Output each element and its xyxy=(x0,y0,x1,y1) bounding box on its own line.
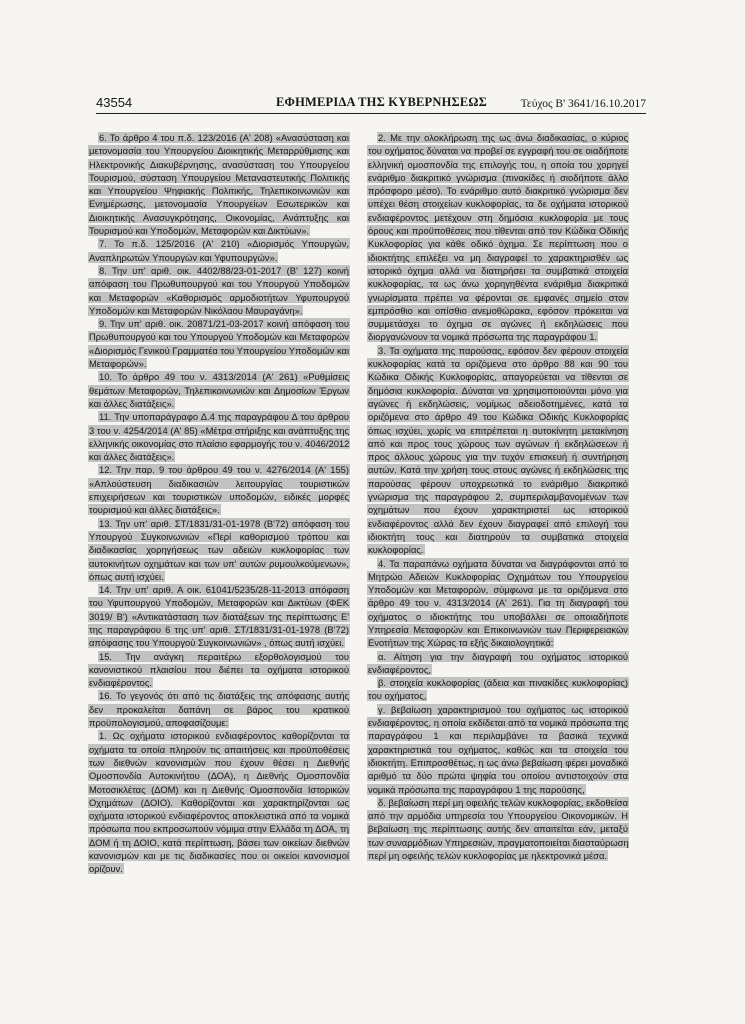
paragraph xyxy=(367,796,629,862)
paragraph xyxy=(88,317,350,370)
paragraph-text: 3. Τα οχήματα της παρούσας, εφόσον δεν φέρουν στοιχεία κυκλοφορίας κατά τα οριζόμενα στο άρθρο 88 και 90 του Κώδικα Οδικής Κυκλοφορίας, απαγορεύεται να τίθενται σε δημόσια κυκλοφορία. Δύναται να χρησιμοποιούνται μόνο για αγώνες ή εκδηλώσεις, νομίμως αδειοδοτημένες, κατά τα οριζόμενα στο άρθρο 49 του Κώδικα Οδικής Κυκλοφορίας όπως ισχύει, χωρίς να επιτρέπεται η αυτοκίνητη μετακίνηση από και προς τους χώρους των αγώνων ή εκδηλώσεων ή προς άλλους χώρους για την τυχόν επισκευή ή συντήρηση αυτών. Κατά την χρήση τους στους αγώνες ή εκδηλώσεις της παρούσας φέρουν υποχρεωτικά το ενάριθμο διακριτικό γνώρισμα της παραγράφου 2, συμπεριλαμβανομένων των οχημάτων που έχουν χαρακτηριστεί ως ιστορικού ενδιαφέροντος αλλά δεν έχουν διαγραφεί από επιλογή του ιδιοκτήτη τους και διατηρούν τα συμβατικά στοιχεία κυκλοφορίας. xyxy=(368,344,628,556)
paragraph-text: 15. Την ανάγκη περαιτέρω εξορθολογισμού του κανονιστικού πλαισίου που διέπει τα οχήματα ιστορικού ενδιαφέροντος. xyxy=(89,650,349,689)
paragraph xyxy=(367,344,629,557)
paragraph-text: 9. Την υπ' αριθ. οικ. 20871/21-03-2017 κοινή απόφαση του Πρωθυπουργού και του Υπουργού Υποδομών και Μεταφορών «Διορισμός Γενικού Γραμματέα του Υπουργείου Υποδομών και Μεταφορών». xyxy=(89,318,350,370)
left-column xyxy=(88,131,350,931)
paragraph xyxy=(88,650,350,690)
paragraph-text: α. Αίτηση για την διαγραφή του οχήματος ιστορικού ενδιαφέροντος, xyxy=(368,650,628,675)
paragraph-text: 4. Τα παραπάνω οχήματα δύναται να διαγράφονται από το Μητρώο Αδειών Κυκλοφορίας Οχημάτων του Υπουργείου Υποδομών και Μεταφορών, σύμφωνα με τα οριζόμενα στο άρθρο 49 του ν. 4313/2014 (Α' 261). Για τη διαγραφή του οχήματος ο ιδιοκτήτης του υποβάλλει σε οποιαδήποτε Υπηρεσία Μεταφορών και Επικοινωνιών των Περιφερειακών Ενοτήτων της Χώρας τα εξής δικαιολογητικά: xyxy=(368,557,628,649)
paragraph xyxy=(88,729,350,875)
paragraph xyxy=(367,650,629,677)
paragraph-text: 1. Ως οχήματα ιστορικού ενδιαφέροντος καθορίζονται τα οχήματα τα οποία πληρούν τις απαιτήσεις και προϋποθέσεις των διεθνών κανονισμών που έχουν θέσει η Διεθνής Ομοσπονδία Αυτοκινήτου (ΔΟΑ), η Διεθνής Ομοσπονδία Μοτοσικλέτας (ΔΟΜ) και η Διεθνής Ομοσπονδία Ιστορικών Οχημάτων (ΔΟΙΟ). Καθορίζονται και χαρακτηρίζονται ως οχήματα ιστορικού ενδιαφέροντος αποκλειστικά από τα νομικά πρόσωπα που εκπροσωπούν νόμιμα στην Ελλάδα τη ΔΟΑ, τη ΔΟΜ ή τη ΔΟΙΟ, κατά περίπτωση, βάσει των οικείων διεθνών κανονισμών και με τις διαδικασίες που οι οικείοι κανονισμοί ορίζουν. xyxy=(89,730,349,875)
page-number: 43554 xyxy=(96,95,133,110)
paragraph-text: 11. Την υποπαράγραφο Δ.4 της παραγράφου Δ του άρθρου 3 του ν. 4254/2014 (Α' 85) «Μέτρα στήριξης και ανάπτυξης της ελληνικής οικονομίας στο πλαίσιο εφαρμογής του ν. 4046/2012 και άλλες διατάξεις». xyxy=(89,411,350,463)
gazette-title: ΕΦΗΜΕΡΙΔΑ ΤΗΣ ΚΥΒΕΡΝΗΣΕΩΣ xyxy=(276,95,487,109)
paragraph-text: 6. Το άρθρο 4 του π.δ. 123/2016 (Α' 208) «Ανασύσταση και μετονομασία του Υπουργείου Διοικητικής Μεταρρύθμισης και Ηλεκτρονικής Διακυβέρνησης, ανασύσταση του Υπουργείου Τουρισμού, σύσταση Υπουργείου Μεταναστευτικής Πολιτικής και Υπουργείου Ψηφιακής Πολιτικής, Τηλεπικοινωνιών και Ενημέρωσης, μετονομασία Υπουργείων Εσωτερικών και Διοικητικής Ανασυγκρότησης, Οικονομίας, Ανάπτυξης και Τουρισμού και Υποδομών, Μεταφορών και Δικτύων». xyxy=(89,132,349,237)
paragraph-text: 16. Το γεγονός ότι από τις διατάξεις της απόφασης αυτής δεν προκαλείται δαπάνη σε βάρος του κρατικού προϋπολογισμού, αποφασίζουμε: xyxy=(89,690,349,729)
paragraph xyxy=(88,131,350,237)
paragraph xyxy=(367,131,629,344)
paragraph-text: δ. βεβαίωση περί μη οφειλής τελών κυκλοφορίας, εκδοθείσα από την αρμόδια υπηρεσία του Υπουργείου Οικονομικών. Η βεβαίωση της περίπτωσης αυτής δεν απαιτείται εάν, μεταξύ των συναρμόδιων Υπηρεσιών, πραγματοποιείται διασταύρωση περί μη οφειλής τελών κυκλοφορίας με ηλεκτρονικά μέσα. xyxy=(368,796,629,862)
paragraph xyxy=(88,410,350,463)
paragraph xyxy=(88,517,350,583)
paragraph-text: β. στοιχεία κυκλοφορίας (άδεια και πινακίδες κυκλοφορίας) του οχήματος, xyxy=(368,677,628,702)
paragraph-text: 8. Την υπ' αριθ. οικ. 4402/88/23-01-2017 (Β' 127) κοινή απόφαση του Πρωθυπουργού και του Υπουργού Υποδομών και Μεταφορών «Καθορισμός αρμοδιοτήτων Υφυπουργού Υποδομών και Μεταφορών Νικόλαου Μαυραγάνη». xyxy=(89,264,349,316)
paragraph xyxy=(88,264,350,317)
paragraph-text: 10. Το άρθρο 49 του ν. 4313/2014 (Α' 261) «Ρυθμίσεις θεμάτων Μεταφορών, Τηλεπικοινωνιών και Δημοσίων Έργων και άλλες διατάξεις». xyxy=(89,371,349,409)
paragraph xyxy=(88,463,350,516)
right-column xyxy=(367,131,629,931)
paragraph xyxy=(88,583,350,649)
page-header xyxy=(96,93,646,114)
paragraph xyxy=(367,676,629,703)
paragraph xyxy=(88,237,350,264)
paragraph-text: 2. Με την ολοκλήρωση της ως άνω διαδικασίας, ο κύριος του οχήματος δύναται να προβεί σε εγγραφή του σε οιαδήποτε ελληνική ομοσπονδία της επιλογής του, η οποία του χορηγεί ενάριθμο διακριτικό γνώρισμα (πινακίδες ή σιοδήποτε άλλο πρόσφορο μέσο). Το ενάριθμο αυτό διακριτικό γνώρισμα δεν υπέχει θέση στοιχείων κυκλοφορίας, τα δε οχήματα ιστορικού ενδιαφέροντος μετέχουν στη δημόσια κυκλοφορία με τους όρους και προϋποθέσεις που τίθενται από τον Κώδικα Οδικής Κυκλοφορίας για κάθε οδικό όχημα. Σε περίπτωση που ο ιδιοκτήτης επιλέξει να μη διαγραφεί το χαρακτηρισθέν ως ιστορικό όχημα αλλά να διατηρήσει τα συμβατικά στοιχεία κυκλοφορίας, τα ως άνω χορηγηθέντα ενάριθμα διακριτικά γνωρίσματα πρέπει να φέρονται σε εμφανές σημείο στον εμπρόσθιο και οπίσθιο ανεμοθώρακα, εφόσον πρόκειται να συμμετάσχει το όχημα σε αγώνες ή εκδηλώσεις που διοργανώνουν τα νομικά πρόσωπα της παραγράφου 1. xyxy=(368,132,628,343)
paragraph xyxy=(367,557,629,650)
paragraph xyxy=(367,703,629,796)
paragraph-text: γ. βεβαίωση χαρακτηρισμού του οχήματος ως ιστορικού ενδιαφέροντος, η οποία εκδίδεται από τα νομικά πρόσωπα της παραγράφου 1 και περιλαμβάνει τα βασικά τεχνικά χαρακτηριστικά του οχήματος, καθώς και τα στοιχεία του ιδιοκτήτη. Επιπροσθέτως, η ως άνω βεβαίωση φέρει μοναδικό αριθμό τα δύο πρώτα ψηφία του οποίου αντιστοιχούν στα νομικά πρόσωπα της παραγράφου 1 της παρούσης, xyxy=(368,703,628,795)
paragraph xyxy=(88,689,350,729)
issue-reference: Τεύχος Β' 3641/16.10.2017 xyxy=(520,98,646,110)
paragraph-text: 13. Την υπ' αριθ. ΣΤ/1831/31-01-1978 (Β'72) απόφαση του Υπουργού Συγκοινωνιών «Περί καθορισμού τρόπου και διαδικασίας χορηγήσεως των αδειών κυκλοφορίας των αυτοκινήτων οχημάτων και των υπ' αυτών ρυμουλκούμενων», όπως αυτή ισχύει. xyxy=(89,517,349,582)
paragraph-text: 14. Την υπ' αριθ. Α οικ. 61041/5235/28-11-2013 απόφαση του Υφυπουργού Υποδομών, Μεταφορών και Δικτύων (ΦΕΚ 3019/ Β') «Αντικατάσταση των διατάξεων της περίπτωσης Ε' της παραγράφου 6 της υπ' αριθ. ΣΤ/1831/31-01-1978 (Β'72) απόφασης του Υπουργού Συγκοινωνιών» , όπως αυτή ισχύει. xyxy=(89,584,349,649)
paragraph-text: 12. Την παρ. 9 του άρθρου 49 του ν. 4276/2014 (Α' 155) «Απλούστευση διαδικασιών λειτουργίας τουριστικών επιχειρήσεων και τουριστικών υποδομών, ειδικές μορφές τουρισμού και άλλες διατάξεις». xyxy=(89,464,349,516)
paragraph xyxy=(88,370,350,410)
paragraph-text: 7. Το π.δ. 125/2016 (Α' 210) «Διορισμός Υπουργών, Αναπληρωτών Υπουργών και Υφυπουργών». xyxy=(89,238,349,263)
